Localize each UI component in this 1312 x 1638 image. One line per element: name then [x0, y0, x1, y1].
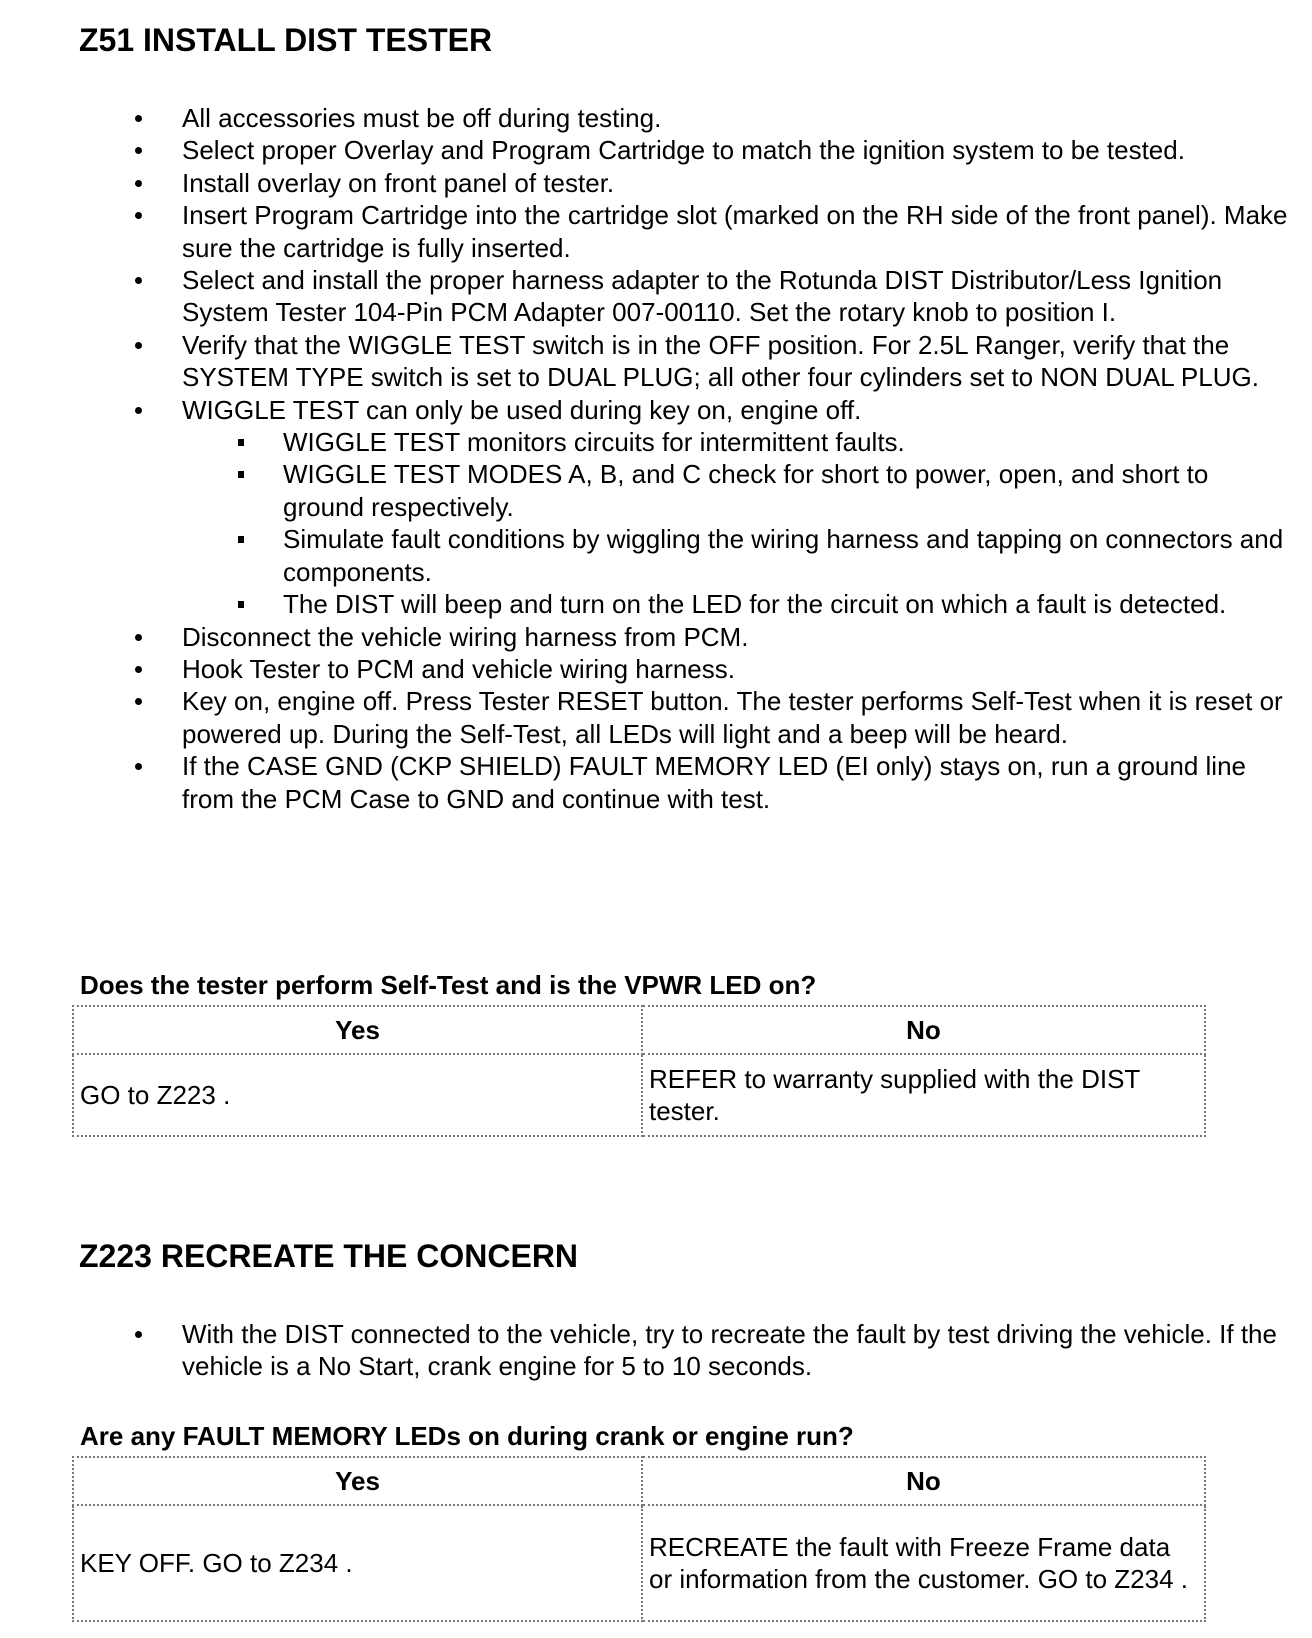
- decision-table: [72, 1456, 1206, 1622]
- decision-table: [72, 1005, 1206, 1137]
- list-item: Verify that the WIGGLE TEST switch is in the OFF position. For 2.5L Ranger, verify that the SYSTEM TYPE switch is set to DUAL PLUG; all other four cylinders set to NON DUAL PLUG.: [0, 329, 1292, 394]
- bullet-list: [0, 1318, 1292, 1383]
- yes-header: Yes: [73, 1457, 642, 1505]
- sub-list-item: WIGGLE TEST MODES A, B, and C check for short to power, open, and short to ground respectively.: [0, 458, 1293, 523]
- no-action: RECREATE the fault with Freeze Frame data or information from the customer. GO to Z234 .: [642, 1505, 1205, 1621]
- section-title: Z223 RECREATE THE CONCERN: [79, 1238, 579, 1274]
- yes-header: Yes: [73, 1006, 642, 1054]
- no-header: No: [642, 1457, 1205, 1505]
- list-item: Key on, engine off. Press Tester RESET button. The tester performs Self-Test when it is reset or powered up. During the Self-Test, all LEDs will light and a beep will be heard.: [0, 685, 1292, 750]
- list-item: If the CASE GND (CKP SHIELD) FAULT MEMORY LED (EI only) stays on, run a ground line from the PCM Case to GND and continue with test.: [0, 750, 1292, 815]
- list-item: Disconnect the vehicle wiring harness from PCM.: [0, 621, 1292, 653]
- list-item: WIGGLE TEST can only be used during key on, engine off.: [0, 394, 1292, 426]
- yes-action: KEY OFF. GO to Z234 .: [73, 1505, 642, 1621]
- yes-action: GO to Z223 .: [73, 1054, 642, 1136]
- list-item: Select proper Overlay and Program Cartridge to match the ignition system to be tested.: [0, 134, 1292, 166]
- no-action: REFER to warranty supplied with the DIST tester.: [642, 1054, 1205, 1136]
- section-title: Z51 INSTALL DIST TESTER: [79, 22, 493, 58]
- list-item: Select and install the proper harness adapter to the Rotunda DIST Distributor/Less Ignition System Tester 104-Pin PCM Adapter 007-00110. Set the rotary knob to position I.: [0, 264, 1292, 329]
- list-item: Hook Tester to PCM and vehicle wiring harness.: [0, 653, 1292, 685]
- list-item: Install overlay on front panel of tester.: [0, 167, 1292, 199]
- list-item: With the DIST connected to the vehicle, try to recreate the fault by test driving the vehicle. If the vehicle is a No Start, crank engine for 5 to 10 seconds.: [0, 1318, 1292, 1383]
- sub-list-item: WIGGLE TEST monitors circuits for intermittent faults.: [0, 426, 1293, 458]
- no-header: No: [642, 1006, 1205, 1054]
- sub-list-item: The DIST will beep and turn on the LED for the circuit on which a fault is detected.: [0, 588, 1293, 620]
- question: Does the tester perform Self-Test and is the VPWR LED on?: [80, 970, 817, 1000]
- list-item: Insert Program Cartridge into the cartridge slot (marked on the RH side of the front panel). Make sure the cartridge is fully inserted.: [0, 199, 1292, 264]
- question: Are any FAULT MEMORY LEDs on during crank or engine run?: [80, 1421, 854, 1451]
- sub-list-item: Simulate fault conditions by wiggling the wiring harness and tapping on connectors and components.: [0, 523, 1293, 588]
- list-item: All accessories must be off during testing.: [0, 102, 1292, 134]
- bullet-list: [0, 102, 1293, 815]
